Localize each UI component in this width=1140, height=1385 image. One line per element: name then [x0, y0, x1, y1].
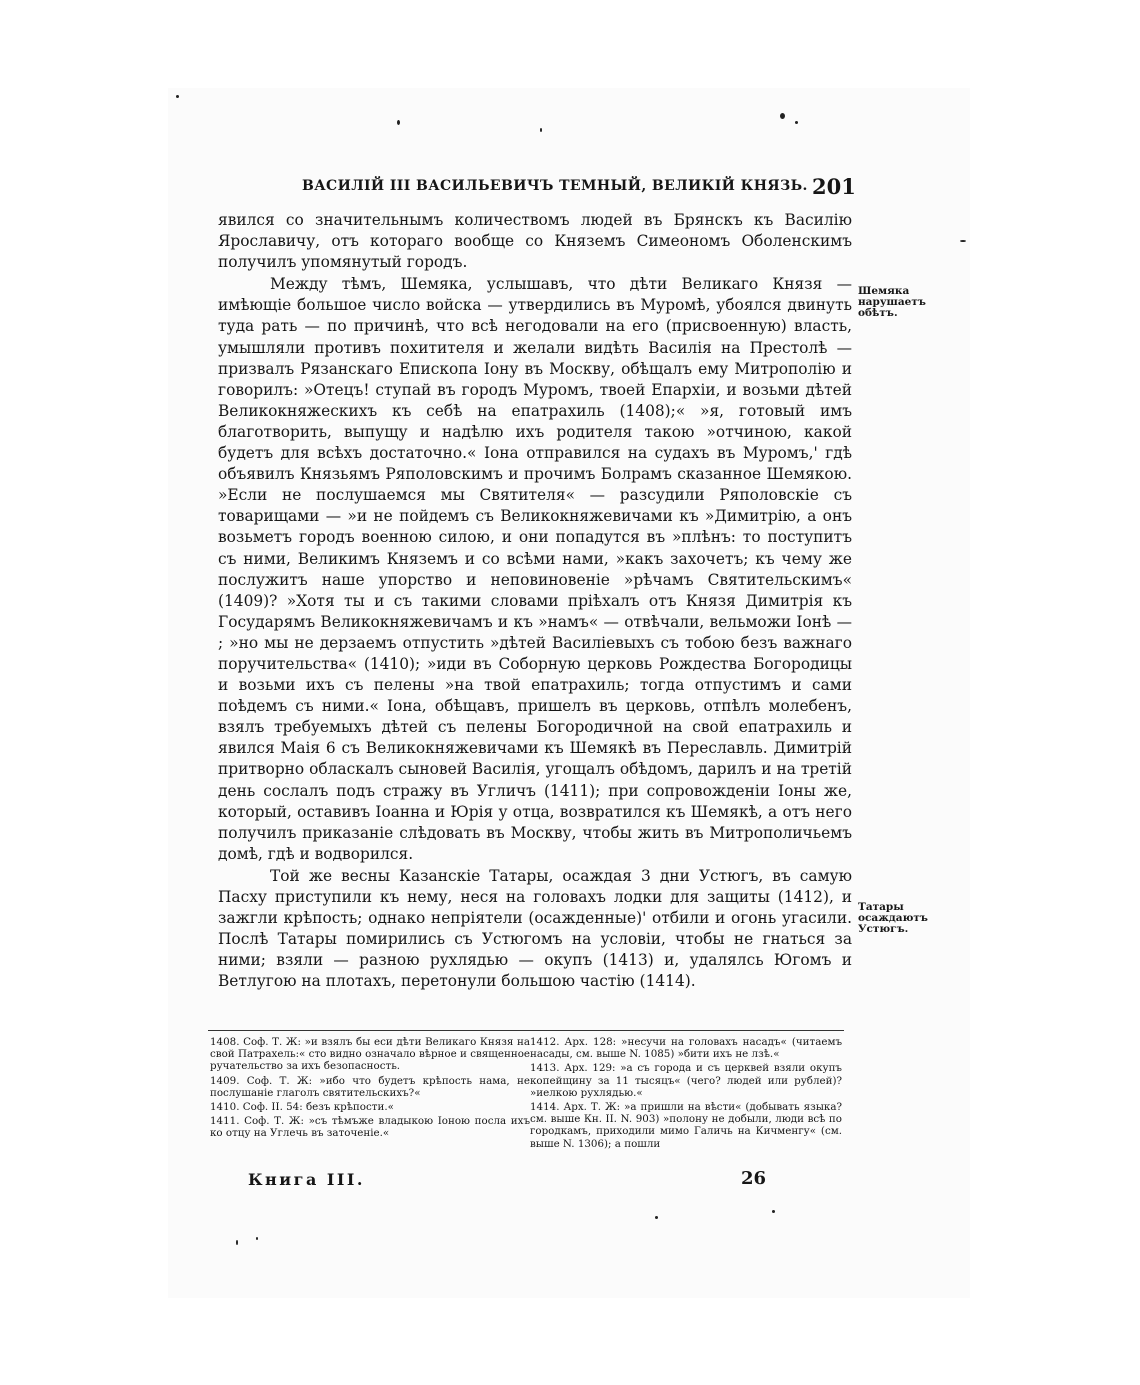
sheet-number: 26	[741, 1168, 767, 1189]
scan-speck	[397, 120, 400, 125]
margin-note: Татары осаждаютъ Устюгъ.	[858, 901, 928, 935]
footnote: 1410. Соф. II. 54: безъ крѣпости.«	[210, 1101, 394, 1114]
scan-speck	[540, 128, 542, 132]
scan-speck	[780, 113, 785, 119]
margin-note: Шемяка нарушаетъ обѣтъ.	[858, 285, 926, 319]
page-number: 201	[812, 174, 856, 199]
footnote: 1413. Арх. 129: »а съ города и съ церквей взяли окупъ копейщину за 11 тысяцъ« (чего? людей или рублей)? »иелкою рухлядью.«	[530, 1062, 842, 1099]
footnote-divider	[208, 1030, 844, 1031]
footnote: 1408. Соф. Т. Ж: »и взялъ бы еси дѣти Великаго Князя на свой Патрахель:« сто видно означало вѣрное и священное ручательство за ихъ безопасность.	[210, 1036, 530, 1073]
scan-speck	[795, 121, 798, 124]
footnote: 1414. Арх. Т. Ж: »а пришли на вѣсти« (добывать языка? см. выше Кн. II. N. 903) »полону не добыли, люди всѣ по городкамъ, приходили мимо Галичь на Кичменгу« (см. выше N. 1306); а пошли	[530, 1101, 842, 1150]
paragraph: Той же весны Казанскіе Татары, осаждая 3 дни Устюгъ, въ самую Пасху приступили къ нему, неся на головахъ лодки для защиты (1412), и зажгли крѣпость; однако непріятели (осажденные)' отбили и огонь угасили. Послѣ Татары помирились съ Устюгомъ на условіи, чтобы не гнаться за ними; взяли — разною рухлядью — окупъ (1413) и, удалялсь Югомъ и Ветлугою на плотахъ, перетонули большою частію (1414).	[218, 866, 852, 991]
book-signature: Книга III.	[248, 1170, 365, 1189]
scan-speck	[960, 240, 966, 242]
scan-speck	[236, 1240, 238, 1245]
scan-speck	[772, 1210, 775, 1213]
paragraph: явился со значительнымъ количествомъ людей въ Брянскъ къ Василію Ярославичу, отъ котораго вообще со Княземъ Симеономъ Оболенскимъ получилъ упомянутый городъ.	[218, 211, 852, 272]
footnotes-right	[530, 1036, 842, 1152]
footnote: 1409. Соф. Т. Ж: »ибо что будетъ крѣпость нама, не послушаніе глаголъ святительскихъ?«	[210, 1074, 530, 1099]
footnote: 1412. Арх. 128: »несучи на головахъ насадъ« (читаемъ насады, см. выше N. 1085) »бити ихъ не лзѣ.«	[530, 1036, 842, 1061]
footnotes-left	[210, 1036, 530, 1142]
footnote: 1411. Соф. Т. Ж: »съ тѣмъже владыкою Іоною посла ихъ ко отцу на Углечь въ заточеніе.«	[210, 1115, 530, 1140]
paragraph: Между тѣмъ, Шемяка, услышавъ, что дѣти Великаго Князя — имѣющіе большое число войска — утвердились въ Муромѣ, убоялся двинуть туда рать — по причинѣ, что всѣ негодовали на его (присвоенную) власть, умышляли противъ похитителя и желали видѣть Василія на Престолѣ — призвалъ Рязанскаго Епископа Іону въ Москву, обѣщалъ ему Митрополію и говорилъ: »Отецъ! ступай въ городъ Муромъ, твоей Епархіи, и возьми дѣтей Великокняжескихъ къ себѣ на епатрахиль (1408);« »я, готовый имъ благотворить, выпущу и надѣлю ихъ родителя такою »отчиною, какой будетъ для всѣхъ достаточно.« Іона отправился на судахъ въ Муромъ,' гдѣ объявилъ Князьямъ Ряполовскимъ и прочимъ Болрамъ сказанное Шемякою. »Если не послушаемся мы Святителя« — разсудили Ряполовскіе съ товарищами — »и не пойдемъ съ Великокняжевичами къ »Димитрію, а онъ возьметъ городъ военною силою, и они попадутся въ »плѣнъ: то поступитъ съ ними, Великимъ Княземъ и со всѣми нами, »какъ захочетъ; къ чему же послужитъ наше упорство и неповиновеніе »рѣчамъ Святительскимъ« (1409)? »Хотя ты и съ такими словами пріѣхалъ отъ Князя Димитрія къ Государямъ Великокняжевичамъ и къ »намъ« — отвѣчали, вельможи Іонѣ — ; »но мы не дерзаемъ отпустить »дѣтей Василіевыхъ съ тобою безъ важнаго поручительства« (1410); »иди въ Соборную церковь Рождества Богородицы и возьми ихъ съ пелены »на твой епатрахиль; тогда отпустимъ и сами поѣдемъ съ ними.« Іона, обѣщавъ, пришелъ въ церковь, отпѣлъ молебенъ, взялъ требуемыхъ дѣтей съ пелены Богородичной на свой епатрахиль и явился Маія 6 съ Великокняжевичами къ Шемякѣ въ Переславль. Димитрій притворно обласкалъ сыновей Василія, угощалъ обѣдомъ, дарилъ и на третій день сослалъ подъ стражу въ Угличъ (1411); при сопровожденіи Іоны же, который, оставивъ Іоанна и Юрія у отца, возвратился къ Шемякѣ, а отъ него получилъ приказаніе слѣдовать въ Москву, чтобы жить въ Митрополичьемъ домѣ, гдѣ и водворился.	[218, 275, 852, 863]
main-text	[218, 210, 852, 992]
scan-speck	[176, 95, 179, 98]
scan-speck	[256, 1237, 258, 1240]
scan-speck	[655, 1216, 658, 1219]
running-title: ВАСИЛІЙ III ВАСИЛЬЕВИЧЪ ТЕМНЫЙ, ВЕЛИКІЙ КНЯЗЬ.	[302, 178, 808, 194]
